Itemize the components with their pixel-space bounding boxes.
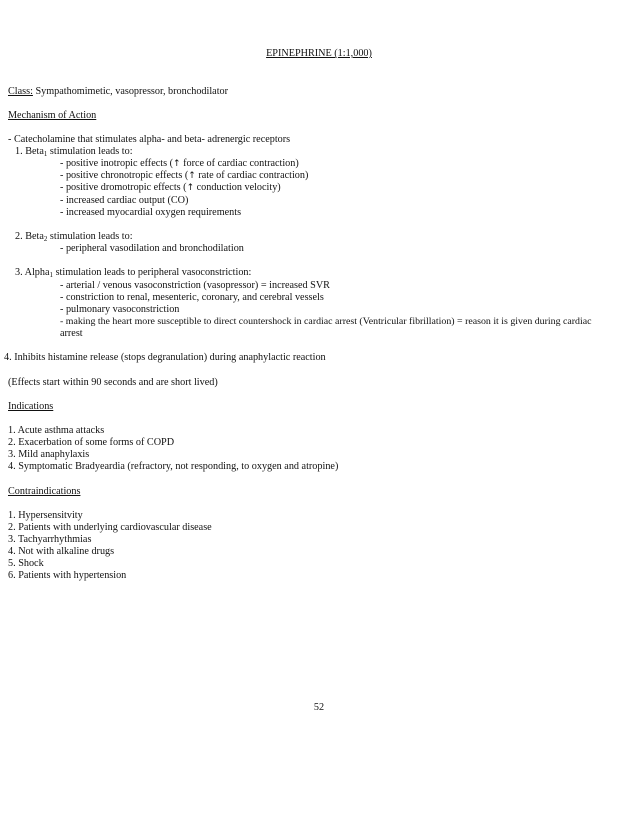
contraindication-item: 4. Not with alkaline drugs [8,546,115,557]
beta2-prefix: 2. Beta [15,231,44,242]
alpha1-suffix: stimulation leads to peripheral vasoconstriction: [53,267,252,278]
alpha1-item-vessels: - constriction to renal, mesenteric, coronary, and cerebral vessels [60,292,324,303]
moa-item-histamine: 4. Inhibits histamine release (stops degranulation) during anaphylactic reaction [4,352,326,363]
beta1-item-text: - positive inotropic effects ( [60,158,173,169]
contraindication-item: 6. Patients with hypertension [8,570,127,581]
beta1-item-text: rate of cardiac contraction) [195,170,309,181]
moa-intro: - Catecholamine that stimulates alpha- and beta- adrenergic receptors [8,134,291,145]
page-number: 52 [313,702,325,713]
beta1-item-text: - positive dromotropic effects ( [60,182,187,193]
up-arrow-icon: ↑ [172,159,181,169]
alpha1-prefix: 3. Alpha [15,267,50,278]
beta1-item-oxygen: - increased myocardial oxygen requirements [60,207,242,218]
beta1-suffix: stimulation leads to: [47,146,133,157]
class-label: Class: [8,86,33,97]
beta1-item-chronotropic [8,170,630,182]
contraindication-item: 3. Tachyarrhythmias [8,534,92,545]
beta2-item: - peripheral vasodilation and bronchodilation [60,243,244,254]
alpha1-item-svr: - arterial / venous vasoconstriction (vasopressor) = increased SVR [60,280,330,291]
alpha1-item-countershock: - making the heart more susceptible to direct countershock in cardiac arrest (Ventricular fibrillation) = reason it is given during cardiac [60,316,592,327]
beta2-heading [8,231,630,243]
beta1-item-inotropic [8,158,630,170]
alpha1-item-countershock-cont: arrest [60,328,83,339]
indication-item: 3. Mild anaphylaxis [8,449,90,460]
up-arrow-icon: ↑ [186,183,195,193]
alpha1-sub: 1 [49,271,54,279]
beta1-item-dromotropic [8,182,630,194]
alpha1-item-pulmonary: - pulmonary vasoconstriction [60,304,180,315]
contraindication-item: 2. Patients with underlying cardiovascular disease [8,522,212,533]
class-line [8,86,630,98]
contraindication-item: 5. Shock [8,558,44,569]
beta1-item-cardiac-output: - increased cardiac output (CO) [60,195,189,206]
moa-heading: Mechanism of Action [8,110,97,121]
indication-item: 4. Symptomatic Bradyeardia (refractory, not responding, to oxygen and atropine) [8,461,339,472]
contraindication-item: 1. Hypersensitvity [8,510,83,521]
indication-item: 2. Exacerbation of some forms of COPD [8,437,175,448]
beta1-sub: 1 [43,150,48,158]
contraindications-heading: Contraindications [8,486,81,497]
indication-item: 1. Acute asthma attacks [8,425,105,436]
title-text: EPINEPHRINE (1:1,000) [266,48,372,59]
beta1-item-text: force of cardiac contraction) [180,158,299,169]
beta1-item-text: - positive chronotropic effects ( [60,170,189,181]
indications-heading: Indications [8,401,54,412]
beta1-prefix: 1. Beta [15,146,44,157]
document-title [0,48,638,60]
up-arrow-icon: ↑ [188,171,196,181]
effects-note: (Effects start within 90 seconds and are short lived) [8,377,218,388]
beta2-suffix: stimulation leads to: [47,231,133,242]
alpha1-heading [8,267,630,279]
beta1-item-text: conduction velocity) [194,182,281,193]
beta1-heading [8,146,630,158]
class-text: Sympathomimetic, vasopressor, bronchodilator [32,86,229,97]
beta2-sub: 2 [43,235,48,243]
